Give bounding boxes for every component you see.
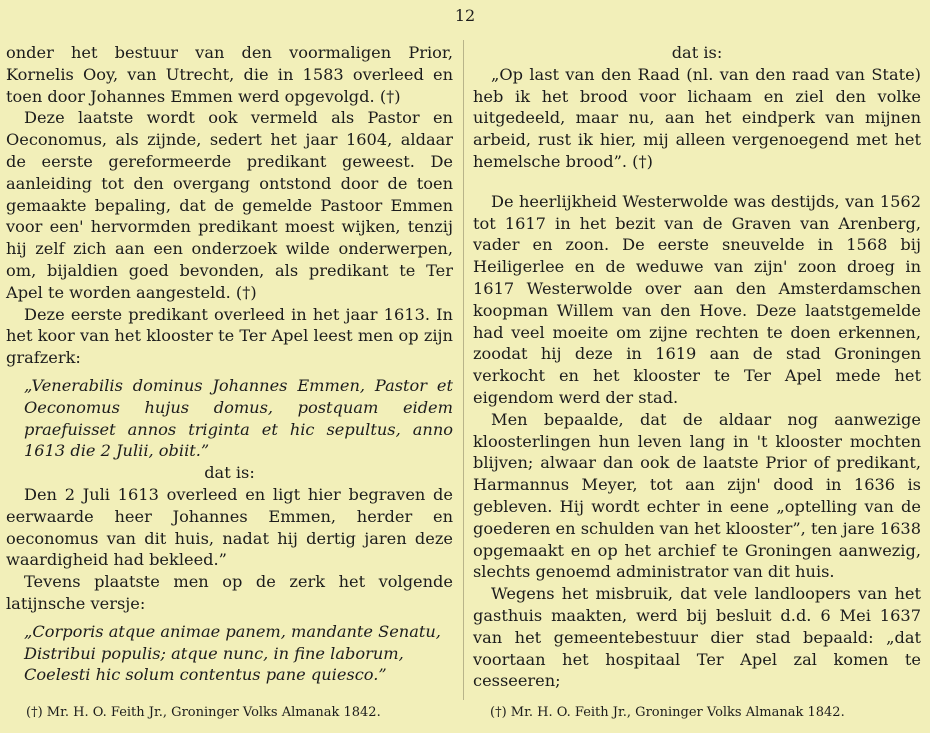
right-dat-is: dat is: bbox=[671, 43, 723, 62]
left-footnote: (†) Mr. H. O. Feith Jr., Groninger Volks Almanak 1842. bbox=[26, 705, 381, 720]
left-paragraph-2: Deze laatste wordt ook vermeld als Pastor en Oeconomus, als zijnde, sedert het jaar 1604, aldaar de eerste gereformeerde predikant geweest. De aanleiding tot den overgang ontstond door de toen gemaakte bepaling, dat de gemelde Pastoor Emmen voor een' hervormden predikant moest wijken, tenzij hij zelf zich aan een onderzoek wilde onderwerpen, om, bijaldien goed bevonden, als predikant te Ter Apel te worden aangesteld. (†) bbox=[6, 108, 453, 302]
left-column bbox=[6, 42, 453, 692]
column-divider bbox=[463, 40, 464, 700]
verse-line: „Corporis atque animae panem, mandante Senatu, bbox=[24, 621, 441, 641]
page-number: 12 bbox=[454, 6, 476, 25]
left-paragraph-1: onder het bestuur van den voormaligen Prior, Kornelis Ooy, van Utrecht, die in 1583 overleed en toen door Johannes Emmen werd opgevolgd. (†) bbox=[6, 43, 453, 106]
right-paragraph-1: „Op last van den Raad (nl. van den raad van State) heb ik het brood voor lichaam en ziel den volke uitgedeeld, maar nu, aan het eindperk van mijnen arbeid, rust ik hier, mij alleen vergenoegend met het hemelsche brood”. (†) bbox=[473, 64, 921, 171]
right-paragraph-2: De heerlijkheid Westerwolde was destijds, van 1562 tot 1617 in het bezit van de Graven van Arenberg, vader en zoon. De eerste sneuvelde in 1568 bij Heiligerlee en de weduwe van zijn' zoon droeg in 1617 Westerwolde over aan den Amsterdamschen koopman Willem van den Hove. Deze laatstgemelde had veel moeite om zijne rechten te doen erkennen, zoodat hij deze in 1619 aan de stad Groningen verkocht en het klooster te Ter Apel mede het eigendom werd der stad. bbox=[473, 191, 921, 407]
verse-line: Distribui populis; atque nunc, in fine laborum, bbox=[24, 643, 404, 663]
right-paragraph-3: Men bepaalde, dat de aldaar nog aanwezige kloosterlingen hun leven lang in 't klooster mochten blijven; alwaar dan ook de laatste Prior of predikant, Harmannus Meyer, tot aan zijn' dood in 1636 is gebleven. Hij wordt echter in eene „optelling van de goederen en schulden van het klooster”, ten jare 1638 opgemaakt en op het archief te Groningen aanwezig, slechts genoemd administrator van dit huis. bbox=[473, 409, 921, 582]
verse-line: Coelesti hic solum contentus pane quiesco.” bbox=[24, 665, 387, 685]
latin-epitaph: „Venerabilis dominus Johannes Emmen, Pastor et Oeconomus hujus domus, postquam eidem praefuisset annos triginta et hic sepultus, anno 1613 die 2 Julii, obiit.” bbox=[24, 375, 453, 461]
paragraph-gap bbox=[473, 173, 921, 191]
right-footnote: (†) Mr. H. O. Feith Jr., Groninger Volks Almanak 1842. bbox=[490, 705, 845, 720]
left-paragraph-4: Den 2 Juli 1613 overleed en ligt hier begraven de eerwaarde heer Johannes Emmen, herder en oeconomus van dit huis, nadat hij dertig jaren deze waardigheid had bekleed.” bbox=[6, 484, 453, 570]
left-paragraph-5: Tevens plaatste men op de zerk het volgende latijnsche versje: bbox=[6, 572, 453, 613]
left-paragraph-3: Deze eerste predikant overleed in het jaar 1613. In het koor van het klooster te Ter Apel leest men op zijn grafzerk: bbox=[6, 304, 453, 368]
latin-verse bbox=[24, 621, 453, 686]
right-paragraph-4: Wegens het misbruik, dat vele landloopers van het gasthuis maakten, werd bij besluit d.d. 6 Mei 1637 van het gemeentebestuur dier stad bepaald: „dat voortaan het hospitaal Ter Apel zal komen te cesseeren; bbox=[473, 584, 921, 691]
right-column bbox=[473, 42, 921, 692]
left-dat-is: dat is: bbox=[204, 463, 255, 483]
